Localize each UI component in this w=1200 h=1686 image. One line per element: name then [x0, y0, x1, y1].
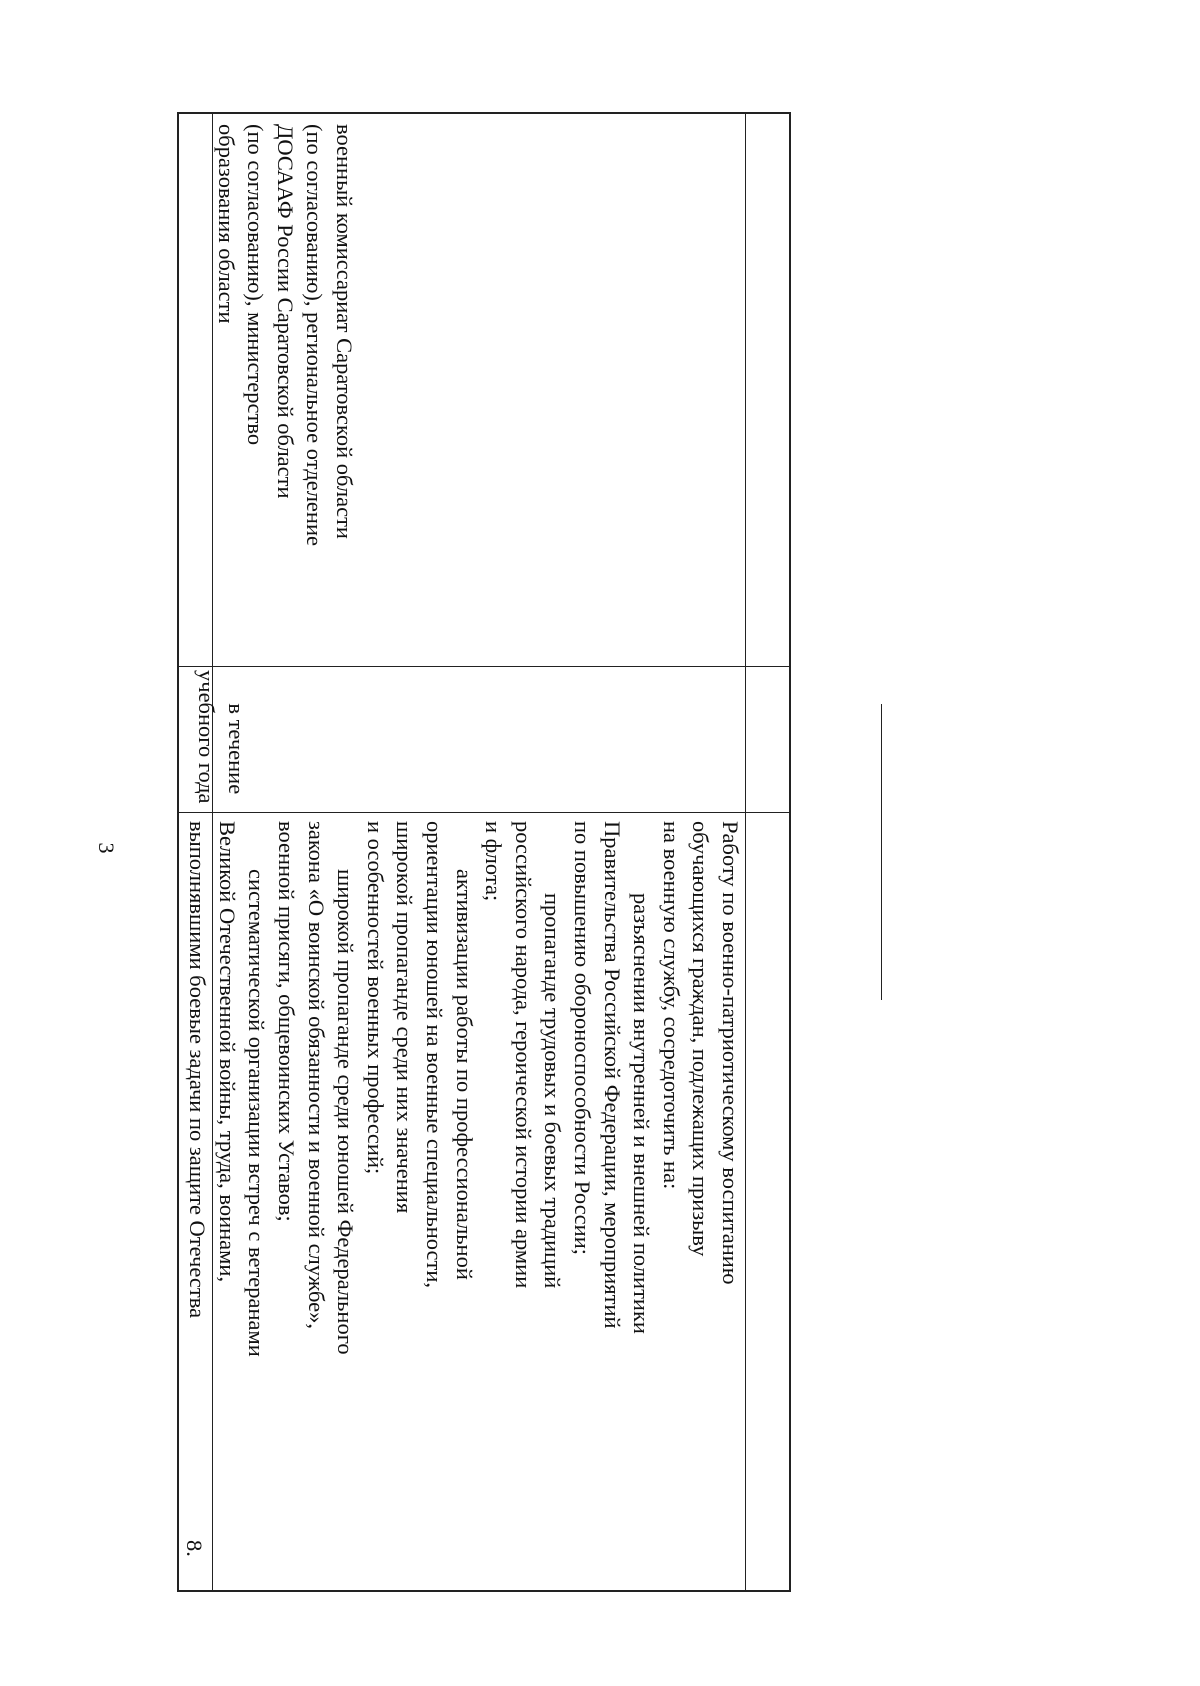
activity-cell [183, 821, 745, 1357]
responsible-line: (по согласованию), региональное отделение [302, 124, 328, 546]
activity-table [177, 112, 791, 1592]
activity-line: и особенностей военных профессий; [362, 821, 388, 1175]
table-divider-term-bottom [179, 812, 789, 813]
activity-line: по повышению обороноспособности России; [570, 821, 596, 1256]
table-divider-term-top [179, 666, 789, 667]
activity-line: систематической организации встреч с ветеранами [244, 869, 270, 1357]
activity-line: ориентации юношей на военные специальности, [422, 821, 448, 1289]
activity-line: на военную службу, сосредоточить на: [658, 821, 684, 1190]
responsible-line: военный комиссариат Саратовской области [332, 124, 357, 539]
activity-line: Работу по военно-патриотическому воспитанию [718, 821, 743, 1285]
activity-line: обучающихся граждан, подлежащих призыву [688, 821, 714, 1257]
page-number: 3 [94, 842, 119, 854]
term-cell [192, 670, 251, 804]
activity-line: закона «О воинской обязанности и военной службе», [303, 821, 329, 1329]
row-number [179, 1540, 209, 1557]
responsible-line: образования области [213, 124, 239, 324]
term-line: учебного года [194, 670, 220, 804]
activity-line: активизации работы по профессиональной [451, 869, 477, 1280]
term-line: в течение [224, 703, 249, 795]
activity-line: военной присяги, общевоинских Уставов; [274, 821, 300, 1222]
activity-line: российского народа, героической истории армии [510, 821, 536, 1289]
activity-line: широкой пропаганде среди них значения [392, 821, 418, 1214]
table-divider-activity-right [745, 114, 746, 1590]
responsible-line: (по согласованию), министерство [243, 124, 269, 446]
row-number-text: 8. [182, 1540, 207, 1557]
activity-line: выполнявшими боевые задачи по защите Отечества [185, 821, 211, 1319]
responsible-line: ДОСААФ России Саратовской области [272, 124, 298, 499]
activity-line: пропаганде трудовых и боевых традиций [540, 893, 566, 1289]
activity-line: широкой пропаганде среди юношей Федерального [333, 869, 359, 1355]
activity-line: и флота; [481, 821, 507, 902]
activity-line: Правительства Российской Федерации, мероприятий [599, 821, 625, 1329]
end-separator-line [881, 704, 882, 1000]
responsible-cell [211, 124, 359, 546]
activity-line: разъяснении внутренней и внешней политики [629, 893, 655, 1334]
activity-line: Великой Отечественной войны, труда, воинами, [214, 821, 240, 1283]
